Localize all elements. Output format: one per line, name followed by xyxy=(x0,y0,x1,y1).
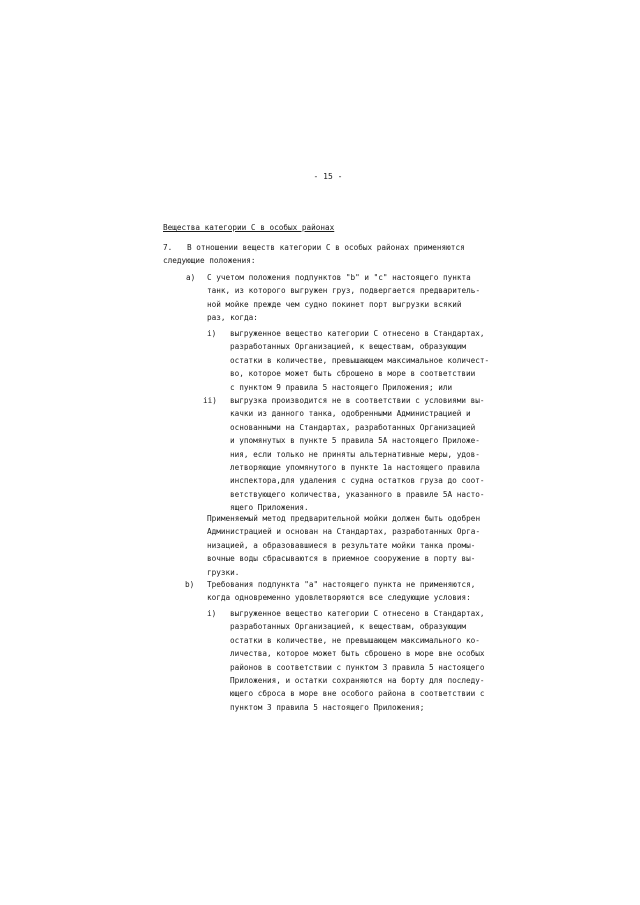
subparagraph-b-text: Требования подпункта "а" настоящего пункта не применяются, когда одновременно удовлетворяются все следующие условия: xyxy=(207,580,476,603)
subparagraph-a-item-i-label: i) xyxy=(207,329,217,338)
subparagraph-a-text: С учетом положения подпунктов "b" и "с" настоящего пункта танк, из которого выгружен груз, подвергается предваритель- ной мойке прежде чем судно покинет порт выгрузки всякий раз, когда: xyxy=(207,273,481,323)
page-number: - 15 - xyxy=(313,172,343,181)
subparagraph-b-item-i-label: i) xyxy=(207,609,217,618)
subparagraph-a-item-ii-label: ii) xyxy=(203,396,217,405)
subparagraph-b-label: b) xyxy=(185,580,195,589)
paragraph-7-line-1: В отношении веществ категории С в особых районах применяются xyxy=(187,243,465,252)
subparagraph-a-item-i-text: выгруженное вещество категории С отнесено в Стандартах, разработанных Организацией, к веществам, образующим остатки в количестве, превышающем максимальное количест- во, которое может быть сброшено в море в соответствии с пунктом 9 правила 5 настоящего Приложения; или xyxy=(230,329,490,392)
paragraph-7-number: 7. xyxy=(163,243,173,252)
subparagraph-a-label: а) xyxy=(186,273,196,282)
subparagraph-a-item-ii-text: выгрузка производится не в соответствии с условиями вы- качки из данного танка, одобренными Администрацией и основанными на Стандартах, разработанных Организацией и упомянутых в пункте 5 правила 5А настоящего Приложе- ния, если только не приняты альтернативные меры, удов- летворяющие упомянутого в пункте 1а настоящего правила инспектора,для удаления с судна остатков груза до соот- ветствующего количества, указанного в правиле 5А насто- ящего Приложения. xyxy=(230,396,485,513)
subparagraph-a-closing-text: Применяемый метод предварительной мойки должен быть одобрен Администрацией и основан на Стандартах, разработанных Орга- низацией, а образовавшиеся в результате мойки танка промы- вочные воды сбрасываются в приемное сооружение в порту вы- грузки. xyxy=(207,514,481,577)
paragraph-7-line-2: следующие положения: xyxy=(163,256,256,265)
section-heading: Вещества категории С в особых районах xyxy=(163,223,335,232)
subparagraph-b-item-i-text: выгруженное вещество категории С отнесено в Стандартах, разработанных Организацией, к веществам, образующим остатки в количестве, не превышающем максимального ко- личества, которое может быть сброшено в море вне особых районов в соответствии с пунктом 3 правила 5 настоящего Приложения, и остатки сохраняются на борту для последу- ющего сброса в море вне особого района в соответствии с пунктом 3 правила 5 настоящего Приложения; xyxy=(230,609,485,712)
